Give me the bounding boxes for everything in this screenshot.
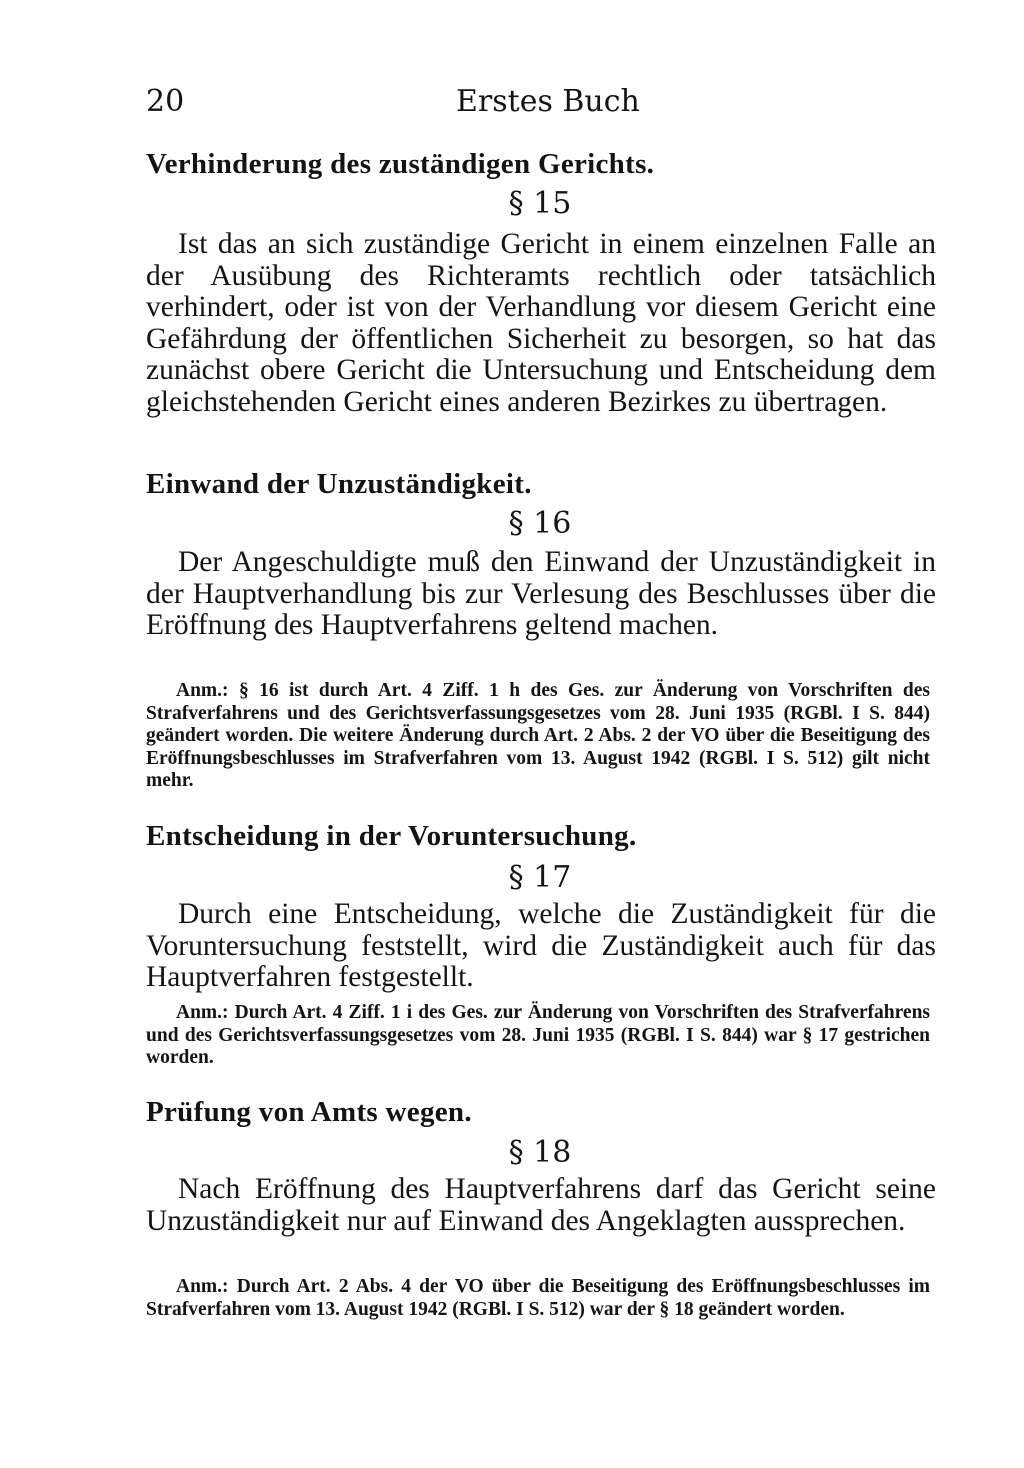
- annotation-label: Anm.:: [176, 1002, 229, 1023]
- section-heading-17: Entscheidung in der Voruntersuchung.: [146, 820, 637, 852]
- section-heading-16: Einwand der Unzuständigkeit.: [146, 468, 532, 500]
- page-number: 20: [146, 84, 185, 119]
- annotation-text: Durch Art. 2 Abs. 4 der VO über die Beseitigung des Eröffnungsbeschlusses im Strafverfahren vom 13. August 1942 (RGBl. I S. 512) war der § 18 geändert worden.: [146, 1276, 931, 1320]
- annotation-18: [146, 1276, 930, 1321]
- section-text-15: Ist das an sich zuständige Gericht in einem einzelnen Falle an der Ausübung des Richteramts rechtlich oder tatsächlich verhindert, oder ist von der Verhandlung vor diesem Gericht eine Gefährdung der öffentlichen Sicherheit zu besorgen, so hat das zunächst obere Gericht die Untersuchung und Entscheidung dem gleichstehenden Gericht eines anderen Bezirkes zu übertragen.: [146, 228, 936, 418]
- annotation-label: Anm.:: [176, 1276, 229, 1297]
- running-head: [146, 84, 934, 128]
- annotation-17: [146, 1002, 930, 1070]
- annotation-text: § 16 ist durch Art. 4 Ziff. 1 h des Ges. zur Änderung von Vorschriften des Strafverfahrens und des Gerichtsverfassungsgesetzes vom 28. Juni 1935 (RGBl. I S. 844) geändert worden. Die weitere Änderung durch Art. 2 Abs. 2 der VO über die Beseitigung des Eröffnungsbeschlusses im Strafverfahren vom 13. August 1942 (RGBl. I S. 512) gilt nicht mehr.: [146, 680, 931, 791]
- paragraph-number-15: § 15: [508, 186, 572, 221]
- book-title: Erstes Buch: [456, 84, 640, 119]
- paragraph-number-18: § 18: [508, 1135, 572, 1170]
- section-heading-18: Prüfung von Amts wegen.: [146, 1096, 472, 1128]
- paragraph-number-16: § 16: [508, 506, 572, 541]
- annotation-16: [146, 680, 930, 793]
- paragraph-number-17: § 17: [508, 860, 572, 895]
- section-text-18: Nach Eröffnung des Hauptverfahrens darf das Gericht seine Unzuständigkeit nur auf Einwand des Angeklagten aussprechen.: [146, 1173, 936, 1237]
- section-heading-15: Verhinderung des zuständigen Gerichts.: [146, 148, 655, 180]
- annotation-text: Durch Art. 4 Ziff. 1 i des Ges. zur Änderung von Vorschriften des Strafverfahrens und des Gerichtsverfassungsgesetzes vom 28. Juni 1935 (RGBl. I S. 844) war § 17 gestrichen worden.: [146, 1002, 931, 1068]
- annotation-label: Anm.:: [176, 680, 229, 701]
- section-text-17: Durch eine Entscheidung, welche die Zuständigkeit für die Voruntersuchung feststellt, wird die Zuständigkeit auch für das Hauptverfahren festgestellt.: [146, 898, 936, 993]
- section-text-16: Der Angeschuldigte muß den Einwand der Unzuständigkeit in der Hauptverhandlung bis zur Verlesung des Beschlusses über die Eröffnung des Hauptverfahrens geltend machen.: [146, 546, 936, 641]
